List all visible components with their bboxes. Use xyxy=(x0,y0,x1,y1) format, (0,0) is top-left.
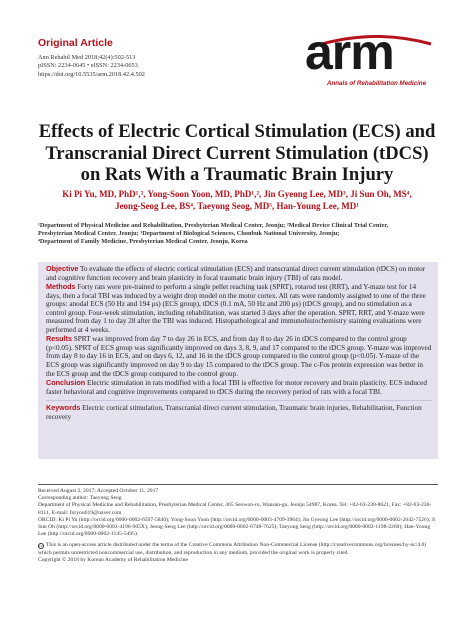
footer-block xyxy=(38,488,438,564)
article-title xyxy=(30,121,444,186)
abstract-results xyxy=(46,335,432,378)
conclusion-heading: Conclusion xyxy=(46,378,86,388)
journal-logo xyxy=(305,24,441,90)
issn: pISSN: 2234-0645 • eISSN: 2234-0653 xyxy=(38,62,138,70)
abstract-conclusion xyxy=(46,379,432,396)
results-heading: Results xyxy=(46,334,72,344)
results-text: SPRT was improved from day 7 to day 26 in ECS, and from day 8 to day 26 in tDCS compared to the control group (p<0.05). SPRT of ECS group was significantly improved on days 3, 8, 9, and 17 compared to the tDCS group. Y-maze was improved from day 8 to day 16 in ECS, and on days 6, 12, and 16 in the tDCS group compared to the control group (p<0.05). Y-maze of the ECS group was significantly improved on day 9 to day 15 compared to the tDCS group. The c-Fos protein expression was better in the ECS group and the tDCS group compared to the control group. xyxy=(46,335,432,378)
title-line: Effects of Electric Cortical Stimulation (ECS) and xyxy=(38,121,436,142)
creative-commons-icon: cc xyxy=(39,543,43,549)
received-dates: Received August 2, 2017; Accepted October 11, 2017 xyxy=(38,488,159,494)
journal-name: Annals of Rehabilitation Medicine xyxy=(327,80,427,87)
corresponding-address: Department of Physical Medicine and Rehabilitation, Presbyterian Medical Center, 365 Seowon-ro, Wansan-gu, Jeonju 54987, Korea. Tel: +82-63-230-8621, Fax: +82-63-230-8111, E-mail: foryou619@naver.com xyxy=(38,502,432,516)
affiliation-line: ¹Department of Physical Medicine and Rehabilitation, Presbyterian Medical Center, Jeonju; ²Medical Device Clinical Trial Center, xyxy=(38,222,389,229)
conclusion-text: Electric stimulation in rats modified with a focal TBI is effective for motor recovery and brain plasticity. ECS induced faster behavioral and cognitive improvements compared to tDCS during the recovery period of rats with a focal TBI. xyxy=(46,379,427,396)
abstract-keywords xyxy=(46,404,432,421)
citation-block xyxy=(38,54,145,79)
title-line: Transcranial Direct Current Stimulation (tDCS) xyxy=(45,142,429,164)
doi-link[interactable]: https://doi.org/10.5535/arm.2018.42.4.502 xyxy=(38,70,145,78)
orcid-list: ORCID: Ki Pi Yu (http://orcid.org/0000-0002-6597-5840); Yong-Soon Yoon (http://orcid.org/0000-0003-4709-3964); Jin Gyeong Lee (http://orcid.org/0000-0002-2642-7526); Ji Sun Oh (http://orcid.org/0000-0003-4196-905X); Jeong-Seog Lee (http://orcid.org/0000-0002-6748-7625); Taeyong Seog (http://orcid.org/0000-0002-1198-2260); Han-Young Lee (http://orcid.org/0000-0002-1145-5495). xyxy=(38,516,436,538)
objective-heading: Objective xyxy=(46,264,79,273)
keywords-heading: Keywords xyxy=(46,403,81,413)
keywords-text: Electric cortical stimulation, Transcranial direct current stimulation, Traumatic brain injuries, Rehabilitation, Function recovery xyxy=(46,404,422,421)
copyright: Copyright © 2018 by Korean Academy of Rehabilitation Medicine xyxy=(38,556,188,563)
article-type-label: Original Article xyxy=(38,37,113,49)
affiliations xyxy=(38,222,438,247)
corresponding-author: Corresponding author: Taeyong Seog xyxy=(38,495,122,502)
affiliation-line: ⁴Department of Family Medicine, Presbyterian Medical Center, Jeonju, Korea xyxy=(38,238,248,246)
author-list xyxy=(40,188,434,212)
license-text: This is an open-access article distributed under the terms of the Creative Commons Attribution Non-Commercial License (http://creativecommons.org/licenses/by-nc/4.0) which permits unrestricted noncommercial use, distribution, and reproduction in any medium, provided the original work is properly cited. xyxy=(38,542,427,556)
author-line: Jeong-Seog Lee, BS⁴, Taeyong Seog, MD⁵, Han-Young Lee, MD¹ xyxy=(115,201,359,211)
affiliation-line: Presbyterian Medical Center, Jeonju; ³Department of Biological Sciences, Chonbuk National University, Jeonju; xyxy=(38,230,340,238)
abstract-methods xyxy=(46,283,432,334)
abstract-box xyxy=(38,262,438,459)
journal-citation: Ann Rehabil Med 2018;42(4):502-513 xyxy=(38,54,136,61)
abstract-objective xyxy=(46,265,432,282)
footer-divider xyxy=(38,484,438,485)
logo-wordmark: arm xyxy=(305,24,394,80)
license-statement xyxy=(38,542,438,556)
keywords-divider xyxy=(46,400,432,401)
objective-text: To evaluate the effects of electric cortical stimulation (ECS) and transcranial direct current stimulation (tDCS) on motor and cognitive function recovery and brain plasticity in focal traumatic brain injury (TBI) of rats model. xyxy=(46,265,426,282)
methods-heading: Methods xyxy=(46,282,76,292)
author-line: Ki Pi Yu, MD, PhD¹,², Yong-Soon Yoon, MD, PhD¹,², Jin Gyeong Lee, MD³, Ji Sun Oh, MS⁴, xyxy=(62,189,412,199)
title-line: on Rats With a Traumatic Brain Injury xyxy=(80,164,394,185)
methods-text: Forty rats were pre-trained to perform a single pellet reaching task (SPRT), rotarod test (RRT), and Y-maze test for 14 days, then a focal TBI was induced by a weight drop model on the motor cortex. All rats were randomly assigned to one of the three groups: anodal ECS (50 Hz and 194 μs) (ECS group), tDCS (0.1 mA, 50 Hz and 200 μs) (tDCS group), and no stimulation as a control group. Four-week stimulation, including rehabilitation, was started 3 days after the operation. SPRT, RRT, and Y-maze were measured from day 1 to day 28 after the TBI was induced. Histopathological and immunohistochemistry staining evaluations were performed at 4 weeks. xyxy=(46,283,426,334)
